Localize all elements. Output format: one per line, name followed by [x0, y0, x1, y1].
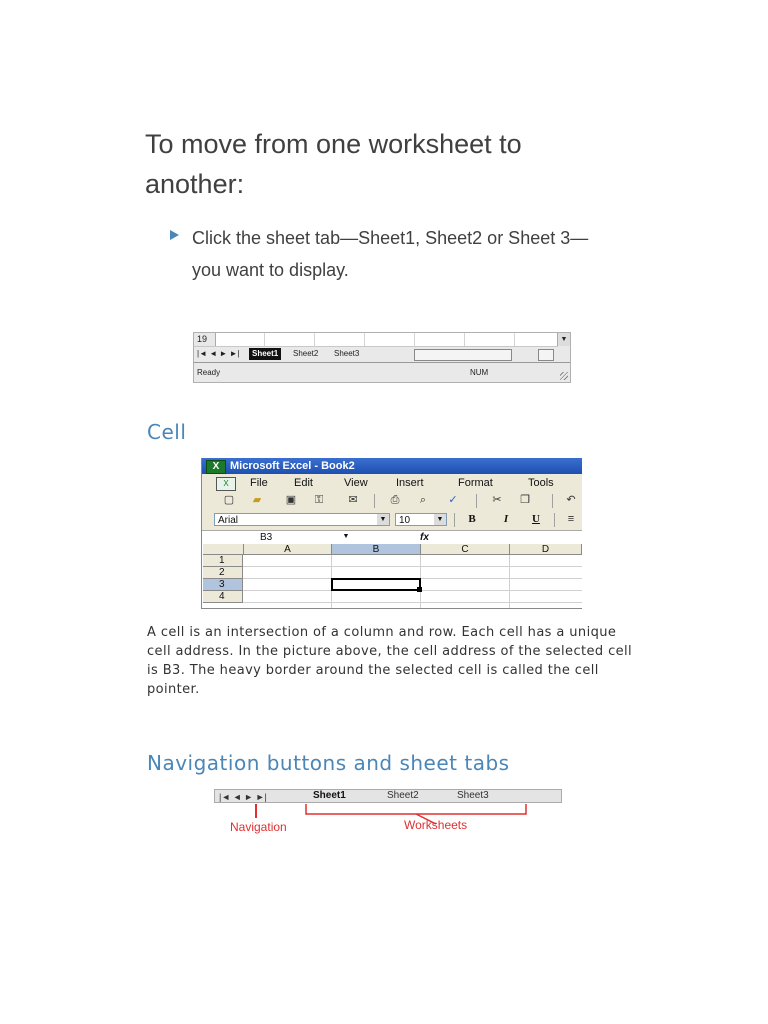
sheet-tab-2[interactable]: Sheet2 [293, 349, 319, 358]
print-preview-icon[interactable]: ⌕ [419, 494, 427, 506]
font-size-value: 10 [399, 515, 411, 526]
undo-icon[interactable]: ↶ [566, 494, 576, 506]
formatting-toolbar [202, 511, 582, 529]
resize-grip-icon[interactable] [560, 372, 568, 380]
sheet-tab-3[interactable]: Sheet3 [334, 349, 360, 358]
column-header-c[interactable]: C [421, 544, 510, 555]
worksheet-row [194, 333, 558, 347]
copy-icon[interactable]: ❐ [520, 494, 530, 506]
row-header-1[interactable]: 1 [203, 555, 243, 567]
cell-pointer-b3[interactable] [331, 578, 421, 591]
excel-logo-icon: X [206, 460, 226, 474]
heading-move-worksheets: To move from one worksheet to another: [145, 129, 522, 199]
sheet-navigation-buttons[interactable]: |◄ ◄ ► ►| [219, 792, 267, 802]
row-header-4[interactable]: 4 [203, 591, 243, 603]
menu-tools[interactable]: Tools [528, 477, 554, 489]
heading-cell: Cell [147, 420, 187, 444]
window-title: Microsoft Excel - Book2 [230, 460, 355, 472]
name-box[interactable] [214, 531, 362, 544]
print-icon[interactable]: ⎙ [390, 494, 400, 506]
num-lock-indicator: NUM [470, 368, 489, 377]
row-number: 19 [194, 333, 216, 346]
menu-edit[interactable]: Edit [294, 477, 313, 489]
cut-icon[interactable]: ✂ [492, 494, 502, 506]
bold-button[interactable]: B [468, 513, 476, 525]
save-icon[interactable]: ▣ [285, 494, 297, 506]
document-icon[interactable]: X [216, 477, 236, 491]
sheet-tab-2[interactable]: Sheet2 [387, 790, 419, 801]
fill-handle[interactable] [417, 587, 422, 592]
font-name-value: Arial [218, 515, 239, 526]
font-size-select[interactable] [395, 513, 447, 526]
email-icon[interactable]: ✉ [348, 494, 358, 506]
scroll-up-arrow-icon[interactable]: ▼ [557, 333, 570, 346]
open-folder-icon[interactable]: ▰ [252, 494, 262, 506]
sheet-navigation-buttons[interactable]: |◄ ◄ ► ►| [197, 349, 240, 358]
menu-insert[interactable]: Insert [396, 477, 424, 489]
excel-window-screenshot [201, 458, 582, 609]
menu-format[interactable]: Format [458, 477, 493, 489]
spelling-icon[interactable]: ✓ [448, 494, 458, 506]
sheet-tabs-screenshot [193, 332, 571, 383]
font-name-select[interactable] [214, 513, 390, 526]
horizontal-scrollbar[interactable] [414, 349, 512, 361]
formula-bar [202, 530, 582, 545]
navigation-label: Navigation [230, 820, 287, 834]
menu-file[interactable]: File [250, 477, 268, 489]
status-text: Ready [197, 368, 221, 377]
permission-icon[interactable]: ⚿ [314, 494, 324, 506]
worksheet-grid [202, 544, 582, 608]
standard-toolbar [202, 492, 582, 510]
column-header-a[interactable]: A [244, 544, 332, 555]
menu-bar [202, 475, 582, 491]
sheet-tab-3[interactable]: Sheet3 [457, 790, 489, 801]
underline-button[interactable]: U [532, 513, 540, 525]
bullet-text: Click the sheet tab—Sheet1, Sheet2 or Sheet 3—you want to display. [192, 228, 589, 280]
title-bar [202, 458, 582, 474]
select-all-corner[interactable] [203, 544, 244, 555]
row-header-2[interactable]: 2 [203, 567, 243, 579]
chevron-down-icon[interactable]: ▼ [434, 514, 446, 525]
worksheets-label: Worksheets [404, 818, 468, 832]
align-left-icon[interactable]: ≡ [567, 513, 575, 525]
chevron-down-icon[interactable]: ▼ [377, 514, 389, 525]
italic-button[interactable]: I [503, 513, 509, 525]
column-header-d[interactable]: D [510, 544, 582, 555]
sheet-tab-1[interactable]: Sheet1 [313, 790, 346, 801]
name-box-value: B3 [260, 532, 273, 543]
column-header-b[interactable]: B [332, 544, 421, 555]
heading-navigation: Navigation buttons and sheet tabs [147, 751, 510, 775]
cell-description: A cell is an intersection of a column and row. Each cell has a unique cell address. In the picture above, the cell address of the selected cell is B3. The heavy border around the selected cell is called the cell pointer. [147, 625, 633, 697]
sheet-tab-bar [194, 347, 570, 363]
new-document-icon[interactable]: ▢ [223, 494, 235, 506]
row-header-3[interactable]: 3 [203, 579, 243, 591]
scroll-right-button[interactable] [538, 349, 554, 361]
chevron-down-icon[interactable]: ▼ [342, 533, 350, 540]
menu-view[interactable]: View [344, 477, 368, 489]
triangle-bullet-icon [170, 230, 179, 240]
insert-function-icon[interactable]: fx [420, 532, 429, 543]
sheet-tab-1[interactable]: Sheet1 [249, 348, 281, 360]
